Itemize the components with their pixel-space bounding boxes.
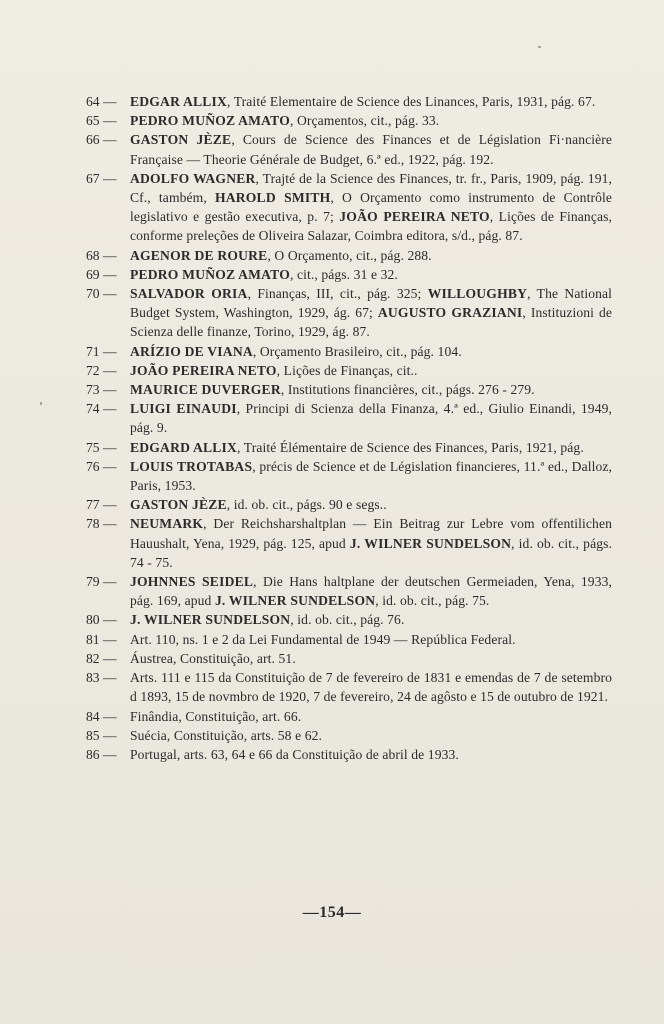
footnote-item	[86, 361, 612, 380]
footnote-text: PEDRO MUÑOZ AMATO, Orçamentos, cit., pág. 33.	[130, 113, 440, 129]
footnote-text: ADOLFO WAGNER, Trajté de la Science des Finances, tr. fr., Paris, 1909, pág. 191, Cf., também, HAROLD SMITH, O Orçamento como instrumento de Contrôle legislativo e gestão executiva, p. 7; JOÃO PEREIRA NETO, Lições de Finanças, conforme preleções de Oliveira Salazar, Coimbra editora, s/d., pág. 87.	[130, 170, 612, 244]
footnote-number: 68 —	[86, 247, 117, 263]
footnote-number: 74 —	[86, 401, 117, 417]
footnote-item	[86, 457, 612, 495]
footnote-number: 66 —	[86, 132, 117, 148]
footnote-number: 64 —	[86, 94, 117, 109]
footnote-item	[86, 514, 612, 572]
footnote-item	[86, 111, 612, 130]
footnote-number: 72 —	[86, 362, 117, 378]
footnote-item	[86, 265, 612, 284]
footnote-item	[86, 246, 612, 265]
footnote-number: 86 —	[86, 746, 117, 762]
footnote-item	[86, 438, 612, 457]
footnote-item	[86, 745, 612, 764]
footnote-number: 80 —	[86, 612, 117, 628]
footnote-item	[86, 342, 612, 361]
footnote-number: 75 —	[86, 439, 117, 455]
footnote-number: 83 —	[86, 670, 117, 686]
footnote-item	[86, 572, 612, 610]
footnote-number: 73 —	[86, 382, 117, 398]
footnote-text: EDGARD ALLIX, Traité Élémentaire de Science des Finances, Paris, 1921, pág.	[130, 439, 584, 455]
footnote-text: Finândia, Constituição, art. 66.	[130, 708, 302, 724]
footnote-text: JOHNNES SEIDEL, Die Hans haltplane der deutschen Germeiaden, Yena, 1933, pág. 169, apud J. WILNER SUNDELSON, id. ob. cit., pág. 75.	[130, 574, 612, 609]
footnote-text: Áustrea, Constituição, art. 51.	[130, 650, 296, 666]
footnote-text: JOÃO PEREIRA NETO, Lições de Finanças, cit..	[130, 362, 418, 378]
footnote-item	[86, 610, 612, 629]
footnote-number: 79 —	[86, 574, 117, 590]
footnote-number: 76 —	[86, 458, 117, 474]
footnote-number: 77 —	[86, 497, 117, 513]
footnote-number: 84 —	[86, 708, 117, 724]
footnote-text: AGENOR DE ROURE, O Orçamento, cit., pág. 288.	[130, 247, 432, 263]
footnote-text: LOUIS TROTABAS, précis de Science et de Législation financieres, 11.ª ed., Dalloz, Paris, 1953.	[130, 458, 612, 494]
footnote-number: 65 —	[86, 113, 117, 129]
footnote-text: J. WILNER SUNDELSON, id. ob. cit., pág. 76.	[130, 612, 405, 628]
print-speck	[40, 402, 42, 405]
footnote-item	[86, 495, 612, 514]
footnote-text: Suécia, Constituição, arts. 58 e 62.	[130, 727, 322, 743]
footnote-number: 70 —	[86, 286, 117, 302]
print-speck	[538, 46, 541, 48]
footnote-text: EDGAR ALLIX, Traité Elementaire de Science des Linances, Paris, 1931, pág. 67.	[130, 94, 596, 109]
footnote-number: 85 —	[86, 727, 117, 743]
footnote-text: LUIGI EINAUDI, Principi di Scienza della Finanza, 4.ª ed., Giulio Einandi, 1949, pág. 9.	[130, 401, 613, 436]
footnote-list	[86, 92, 612, 764]
footnote-item	[86, 707, 612, 726]
footnote-text: PEDRO MUÑOZ AMATO, cit., págs. 31 e 32.	[130, 266, 398, 282]
footnote-item	[86, 630, 612, 649]
footnote-item	[86, 668, 612, 706]
footnote-number: 82 —	[86, 650, 117, 666]
footnote-item	[86, 726, 612, 745]
footnote-text: MAURICE DUVERGER, Institutions financières, cit., págs. 276 - 279.	[130, 382, 535, 398]
footnote-text: Arts. 111 e 115 da Constituição de 7 de fevereiro de 1831 e emendas de 7 de setembro d 1893, 15 de novmbro de 1920, 7 de fevereiro, 24 de agôsto e 15 de outubro de 1921.	[130, 670, 612, 705]
footnote-text: NEUMARK, Der Reichsharshaltplan — Ein Beitrag zur Lebre vom offentilichen Hauushalt, Yena, 1929, pág. 125, apud J. WILNER SUNDELSON, id. ob. cit., págs. 74 - 75.	[130, 516, 612, 570]
footnote-text: ARÍZIO DE VIANA, Orçamento Brasileiro, cit., pág. 104.	[130, 343, 462, 359]
footnote-number: 71 —	[86, 343, 117, 359]
footnote-text: GASTON JÈZE, id. ob. cit., págs. 90 e segs..	[130, 497, 387, 513]
footnote-text: Portugal, arts. 63, 64 e 66 da Constituição de abril de 1933.	[130, 746, 459, 762]
footnote-text: GASTON JÈZE, Cours de Science des Finances et de Législation Fi·nancière Française — Theorie Générale de Budget, 6.ª ed., 1922, pág. 192.	[130, 132, 613, 167]
footnote-text: SALVADOR ORIA, Finanças, III, cit., pág. 325; WILLOUGHBY, The National Budget System, Washington, 1929, ág. 67; AUGUSTO GRAZIANI, Instituzioni de Scienza delle finanze, Torino, 1929, ág. 87.	[130, 286, 613, 340]
footnote-item	[86, 92, 612, 111]
footnote-number: 78 —	[86, 516, 117, 532]
footnote-item	[86, 130, 612, 168]
footnote-item	[86, 284, 612, 342]
footnote-number: 69 —	[86, 266, 117, 282]
footnote-item	[86, 380, 612, 399]
footnote-number: 81 —	[86, 631, 117, 647]
page-number: —154—	[302, 904, 362, 921]
footnote-text: Art. 110, ns. 1 e 2 da Lei Fundamental de 1949 — República Federal.	[130, 631, 516, 647]
footnote-item	[86, 649, 612, 668]
footnote-number: 67 —	[86, 170, 117, 186]
footnote-item	[86, 169, 612, 246]
footnote-item	[86, 399, 612, 437]
